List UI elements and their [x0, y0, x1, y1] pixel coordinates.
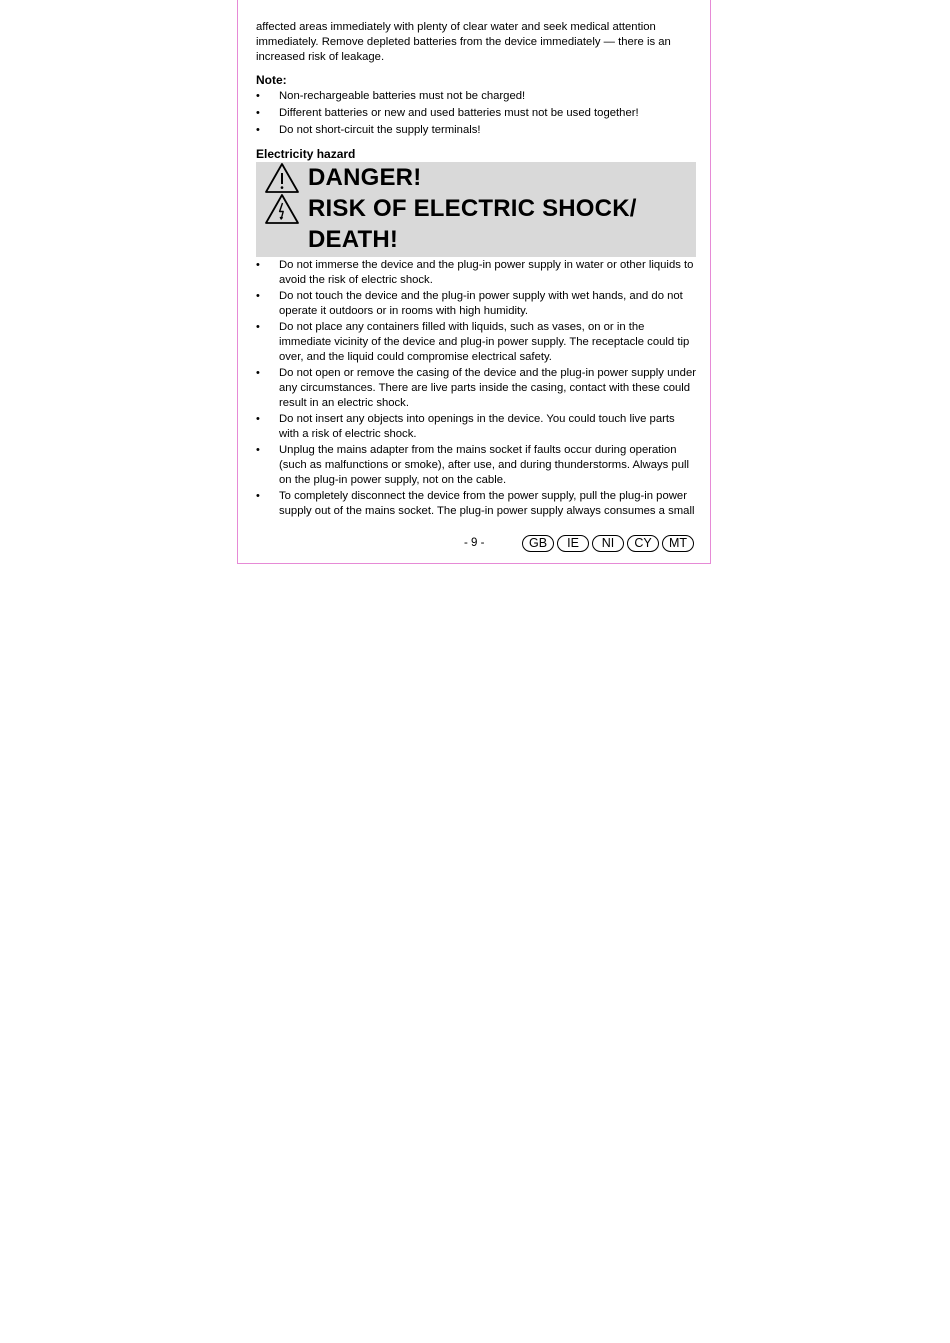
danger-subtitle-cont: DEATH!: [308, 226, 399, 253]
hazards-list: [256, 258, 696, 519]
page-footer: [238, 535, 712, 555]
danger-subtitle: RISK OF ELECTRIC SHOCK/: [308, 195, 637, 222]
country-badges: [522, 535, 694, 552]
intro-paragraph: affected areas immediately with plenty of clear water and seek medical attention immediately. Remove depleted batteries from the device immediately — there is an increased risk of leakage.: [256, 21, 671, 63]
danger-banner: [256, 162, 696, 257]
list-item: • To completely disconnect the device from the power supply, pull the plug-in power supply out of the mains socket. The plug-in power supply always consumes a small: [256, 489, 696, 519]
page-number: - 9 -: [464, 537, 485, 549]
country-badge-gb: GB: [522, 535, 554, 552]
notes-list: [256, 89, 696, 138]
electricity-hazard-heading: Electricity hazard: [256, 147, 356, 161]
list-item: • Different batteries or new and used batteries must not be used together!: [256, 106, 696, 121]
list-item: • Do not short-circuit the supply terminals!: [256, 123, 696, 138]
danger-title: DANGER!: [308, 164, 422, 191]
list-item: • Do not place any containers filled with liquids, such as vases, on or in the immediate vicinity of the device and plug-in power supply. The receptacle could tip over, and the liquid could compromise electrical safety.: [256, 320, 696, 365]
manual-page: [237, 0, 711, 564]
list-item: • Do not touch the device and the plug-in power supply with wet hands, and do not operate it outdoors or in rooms with high humidity.: [256, 289, 696, 319]
page-content: [256, 20, 696, 519]
danger-text: [308, 162, 637, 255]
list-item: • Do not open or remove the casing of the device and the plug-in power supply under any circumstances. There are live parts inside the casing, contact with these could result in an electric shock.: [256, 366, 696, 411]
electric-shock-triangle-icon: [264, 193, 300, 225]
country-badge-ie: IE: [557, 535, 589, 552]
list-item: • Unplug the mains adapter from the mains socket if faults occur during operation (such as malfunctions or smoke), after use, and during thunderstorms. Always pull on the plug-in power supply, not on the cable.: [256, 443, 696, 488]
note-heading: Note:: [256, 73, 287, 87]
country-badge-mt: MT: [662, 535, 694, 552]
list-item: • Do not immerse the device and the plug-in power supply in water or other liquids to avoid the risk of electric shock.: [256, 258, 696, 288]
country-badge-ni: NI: [592, 535, 624, 552]
list-item: • Do not insert any objects into openings in the device. You could touch live parts with a risk of electric shock.: [256, 412, 696, 442]
warning-triangle-icon: [264, 162, 300, 194]
list-item: • Non-rechargeable batteries must not be charged!: [256, 89, 696, 104]
country-badge-cy: CY: [627, 535, 659, 552]
